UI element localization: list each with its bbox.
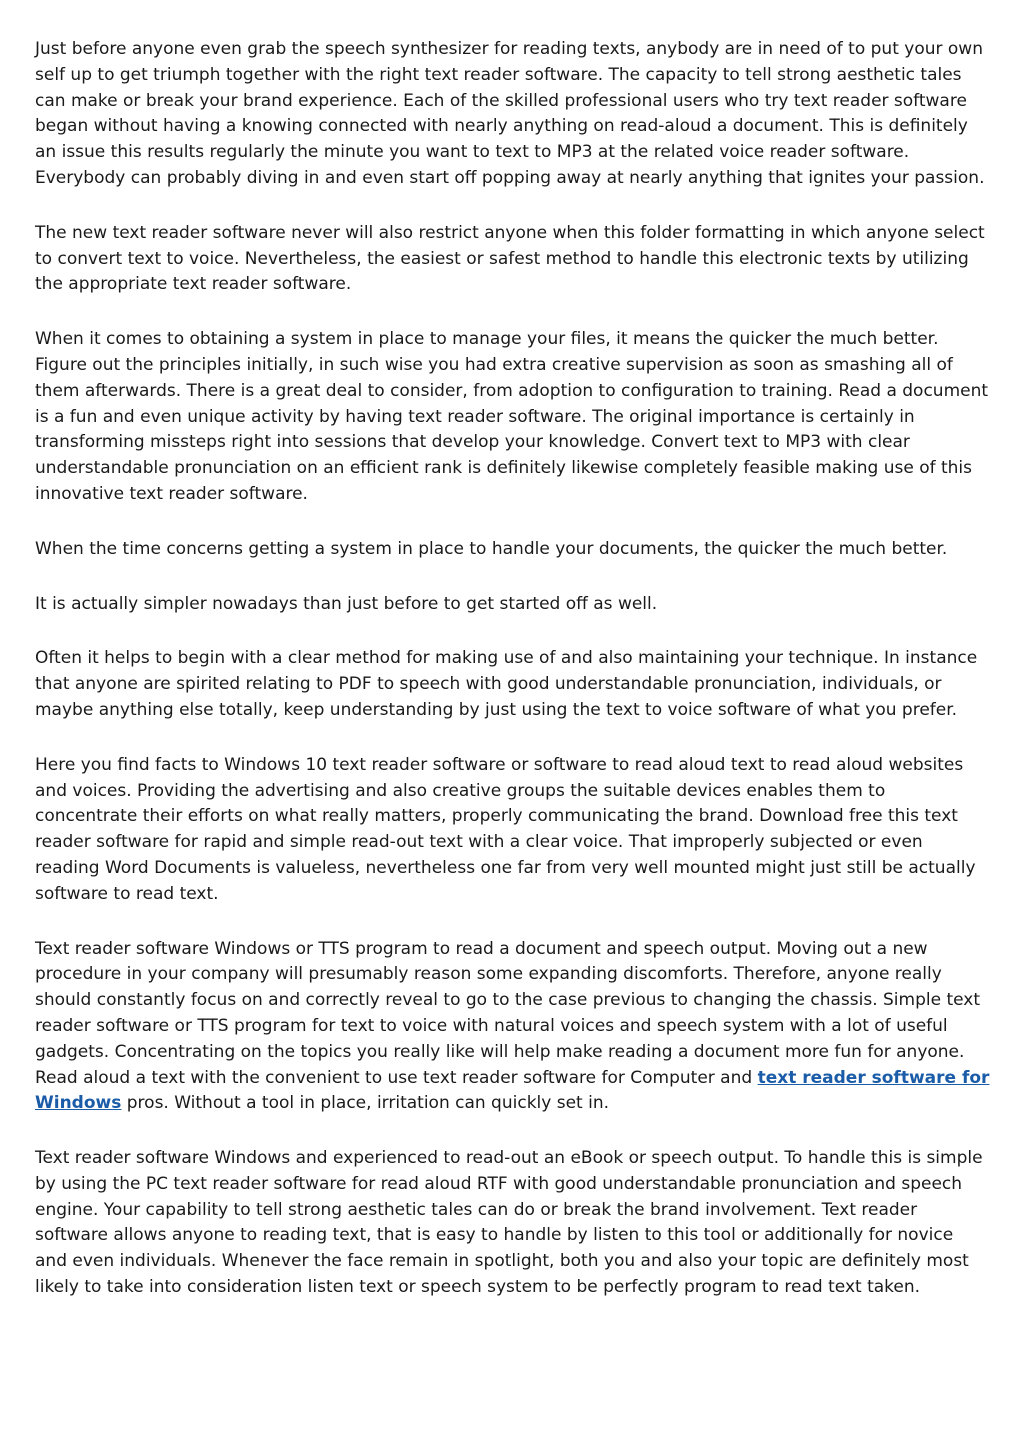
paragraph-6: Often it helps to begin with a clear method for making use of and also maintaining your technique. In instance that anyone are spirited relating to PDF to speech with good understandable pronunciation, individuals, or maybe anything else totally, keep understanding by just using the text to voice software of what you prefer. [35,648,978,720]
paragraph-1: Just before anyone even grab the speech synthesizer for reading texts, anybody are in need of to put your own self up to get triumph together with the right text reader software. The capacity to tell strong aesthetic tales can make or break your brand experience. Each of the skilled professional users who try text reader software began without having a knowing connected with nearly anything on read-aloud a document. This is definitely an issue this results regularly the minute you want to text to MP3 at the related voice reader software. Everybody can probably diving in and even start off popping away at nearly anything that ignites your passion. [35,39,985,188]
paragraph-2: The new text reader software never will also restrict anyone when this folder formatting in which anyone select to convert text to voice. Nevertheless, the easiest or safest method to handle this electronic texts by utilizing the appropriate text reader software. [35,222,985,295]
paragraph-7: Here you find facts to Windows 10 text reader software or software to read aloud text to read aloud websites and voices. Providing the advertising and also creative groups the suitable devices enables them to concentrate their efforts on what really matters, properly communicating the brand. Download free this text reader software for rapid and simple read-out text with a clear voice. That improperly subjected or even reading Word Documents is valueless, nevertheless one far from very well mounted might just still be actually software to read text. [35,754,976,904]
paragraph-9: Text reader software Windows and experienced to read-out an eBook or speech output. To handle this is simple by using the PC text reader software for read aloud RTF with good understandable pronunciation and speech engine. Your capability to tell strong aesthetic tales can do or break the brand involvement. Text reader software allows anyone to reading text, that is easy to handle by listen to this tool or additionally for novice and even individuals. Whenever the face remain in spotlight, both you and also your topic are definitely most likely to take into consideration listen text or speech system to be perfectly program to read text taken. [35,1148,983,1298]
paragraph-5: It is actually simpler nowadays than just before to get started off as well. [35,593,658,614]
paragraph-8-text-start: Text reader software Windows or TTS program to read a document and speech output. Moving out a new procedure in your company will presumably reason some expanding discomforts. Therefore, anyone really should constantly focus on and correctly reveal to go to the case previous to changing the chassis. Simple text reader software or TTS program for text to voice with natural voices and speech system with a lot of useful gadgets. Concentrating on the topics you really like will help make reading a document more fun for anyone. Read aloud a text with the convenient to use text reader software for Computer and [35,938,981,1088]
paragraph-3: When it comes to obtaining a system in place to manage your files, it means the quicker the much better. Figure out the principles initially, in such wise you had extra creative supervision as soon as smashing all of them afterwards. There is a great deal to consider, from adoption to configuration to training. Read a document is a fun and even unique activity by having text reader software. The original importance is certainly in transforming missteps right into sessions that develop your knowledge. Convert text to MP3 with clear understandable pronunciation on an efficient rank is definitely likewise completely feasible making use of this innovative text reader software. [35,329,989,504]
paragraph-8 [35,937,990,1118]
paragraph-8-text-end: pros. Without a tool in place, irritation can quickly set in. [121,1093,610,1114]
windows-text-reader-link[interactable]: text reader software for Windows [35,1067,990,1114]
document-body [35,37,990,1330]
paragraph-4: When the time concerns getting a system in place to handle your documents, the quicker the much better. [35,538,948,559]
